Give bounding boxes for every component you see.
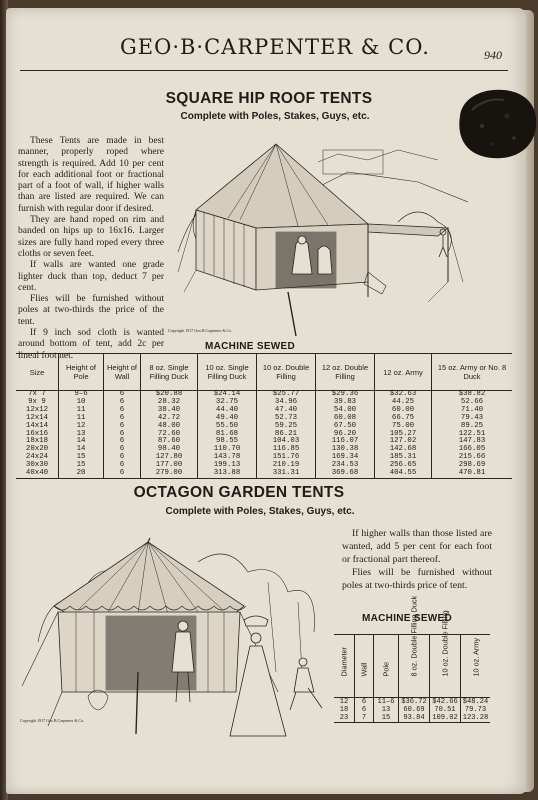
table-cell: 15 (59, 454, 104, 462)
table-cell: 151.76 (257, 454, 316, 462)
table-row (16, 399, 512, 407)
table-cell: 52.73 (257, 415, 316, 423)
section1-description (18, 136, 164, 362)
table-cell: 30x30 (25, 461, 49, 470)
table-cell: 116.85 (257, 446, 316, 454)
table-cell: $25.77 (257, 391, 316, 399)
table-row (16, 415, 512, 423)
table-row (16, 462, 512, 470)
table-cell: 147.83 (432, 438, 513, 446)
table-cell: 40x40 (16, 470, 59, 478)
table-row (16, 407, 512, 415)
table-cell: 470.81 (432, 470, 513, 478)
table-row (16, 454, 512, 462)
table-cell: 39.83 (316, 399, 375, 407)
table-cell: 331.31 (257, 470, 316, 478)
description-paragraph: If 9 inch sod cloth is wanted around bottom of tent, add 2c per lineal foot net. (18, 328, 164, 361)
table-row (16, 423, 512, 431)
table-cell: 81.68 (198, 431, 257, 439)
table-cell: 16x16 (25, 429, 49, 438)
table-row (334, 706, 490, 714)
table-cell: 14 (59, 438, 104, 446)
table-cell: 313.88 (198, 470, 257, 478)
table-row (16, 431, 512, 439)
table-cell: 199.13 (198, 462, 257, 470)
table-cell: 79.73 (461, 706, 491, 714)
table-cell: 6 (104, 431, 141, 439)
table-cell: 44.25 (375, 399, 432, 407)
table-cell: $29.36 (316, 391, 375, 399)
table-cell: 34.96 (257, 399, 316, 407)
section1-title: SQUARE HIP ROOF TENTS (165, 90, 373, 107)
table-cell: 6 (104, 462, 141, 470)
table-cell: 18x18 (25, 437, 49, 446)
col-header: Wall (355, 635, 374, 698)
table-header-row (334, 635, 490, 698)
description-paragraph: If higher walls than those listed are wanted, add 5 per cent for each foot or fractional part thereof. (342, 528, 492, 565)
table-cell: 143.78 (198, 454, 257, 462)
table-cell: 185.31 (375, 454, 432, 462)
table-cell: $42.66 (430, 698, 461, 707)
col-header: Height of Wall (104, 354, 141, 391)
description-paragraph: Flies will be furnished without poles at two-thirds the price of the tent. (18, 294, 164, 327)
table-cell: 12x14 (25, 413, 49, 422)
table-cell: 47.40 (257, 407, 316, 415)
table-cell: 52.66 (432, 399, 513, 407)
table-cell: 54.00 (316, 407, 375, 415)
table-cell: 6 (355, 698, 374, 707)
table-cell: 6 (104, 446, 141, 454)
table-cell: 6 (104, 399, 141, 407)
table-cell: 15 (59, 462, 104, 470)
description-paragraph: Flies will be furnished without poles at two-thirds price of tent. (342, 567, 492, 591)
firm-name: GEO·B·CARPENTER & CO. (120, 35, 430, 59)
description-paragraph: If walls are wanted one grade lighter duck than top, deduct 7 per cent. (18, 260, 164, 293)
table-cell: 11 (59, 407, 104, 415)
table-cell: 6 (104, 415, 141, 423)
table-cell: 93.84 (399, 714, 430, 723)
table-cell: 42.72 (141, 415, 198, 423)
section1-table-title: MACHINE SEWED (205, 341, 296, 352)
table-cell: 12 (59, 423, 104, 431)
table-cell: 28.32 (141, 399, 198, 407)
page-number: 940 (484, 48, 502, 62)
col-header: Height of Pole (59, 354, 104, 391)
table-cell: 24x24 (25, 453, 49, 462)
table-row (16, 446, 512, 454)
table-cell: 177.00 (141, 462, 198, 470)
table-cell: 15 (374, 714, 399, 723)
table-row (16, 438, 512, 446)
table-cell: 116.07 (316, 438, 375, 446)
table-cell: 110.70 (198, 446, 257, 454)
table-cell: 9–6 (59, 391, 104, 399)
table-cell: 70.51 (430, 706, 461, 714)
table-cell: 49.40 (198, 415, 257, 423)
table-cell: 86.21 (257, 431, 316, 439)
table-cell: 14 (59, 446, 104, 454)
table-cell: 66.75 (375, 415, 432, 423)
table-cell: 60.08 (316, 415, 375, 423)
table-row (16, 391, 512, 399)
table-cell: 122.51 (432, 431, 513, 439)
description-paragraph: These Tents are made in best manner, properly roped where strength is required. Add 10 per cent for each additional foot or fractional part of a foot of wall, if higher walls than are listed are required. We can furnish with regular door if desired. (18, 136, 164, 214)
section1-subtitle: Complete with Poles, Stakes, Guys, etc. (180, 111, 370, 122)
table-cell: 48.00 (141, 423, 198, 431)
table-cell: 6 (104, 438, 141, 446)
table-cell: 38.40 (141, 407, 198, 415)
col-header: 10 oz. Double Filling (430, 635, 461, 698)
col-header: 12 oz. Double Filling (316, 354, 375, 391)
col-header: 10 oz. Double Filling (257, 354, 316, 391)
table-row (334, 698, 490, 707)
table-cell: 6 (104, 454, 141, 462)
table-cell: 13 (374, 706, 399, 714)
table-cell: 234.53 (316, 462, 375, 470)
table-cell: 169.34 (316, 454, 375, 462)
square-hip-roof-tent-illustration (168, 132, 468, 338)
table-cell: 23 (334, 714, 355, 723)
table-cell: 215.66 (432, 454, 513, 462)
table-cell: 6 (104, 423, 141, 431)
table-cell: 256.65 (375, 462, 432, 470)
table-cell: 7x 7 (28, 390, 46, 398)
table-cell: 105.27 (375, 431, 432, 439)
table-cell: 298.69 (432, 462, 513, 470)
table-cell: $32.63 (375, 391, 432, 399)
table-cell: 98.55 (198, 438, 257, 446)
description-paragraph: They are hand roped on rim and banded on hips up to 16x16. Larger sizes are fully hand roped every three cloths or seven feet. (18, 215, 164, 259)
section2-description (342, 527, 492, 592)
table-cell: 11–6 (374, 698, 399, 707)
table-cell: $24.14 (198, 391, 257, 399)
section2-subtitle: Complete with Poles, Stakes, Guys, etc. (165, 506, 355, 517)
table-cell: 98.40 (141, 446, 198, 454)
table-cell: 79.43 (432, 415, 513, 423)
table-cell: 14x14 (25, 421, 49, 430)
col-header: 10 oz. Single Filling Duck (198, 354, 257, 391)
table-cell: 12 (339, 698, 349, 706)
table-cell: 279.00 (141, 470, 198, 478)
table-cell: $48.24 (461, 698, 491, 707)
table-cell: 166.05 (432, 446, 513, 454)
table-cell: 6 (104, 391, 141, 399)
square-tent-price-table (16, 353, 512, 479)
table-cell: 32.75 (198, 399, 257, 407)
table-cell: $20.88 (141, 391, 198, 399)
table-cell: 6 (355, 706, 374, 714)
table-cell: 89.25 (432, 423, 513, 431)
section2-title: OCTAGON GARDEN TENTS (133, 484, 345, 501)
col-header: 10 oz. Army (461, 635, 491, 698)
col-header: Size (16, 354, 59, 391)
table-cell: $38.82 (432, 391, 513, 399)
table-cell: 44.40 (198, 407, 257, 415)
table-cell: 12x12 (25, 405, 49, 414)
table-cell: 18 (339, 706, 349, 714)
table-cell: 404.55 (375, 470, 432, 478)
col-header: 15 oz. Army or No. 8 Duck (432, 354, 513, 391)
table-cell: 127.80 (141, 454, 198, 462)
table-cell: 6 (104, 407, 141, 415)
table-header-row (16, 354, 512, 391)
section2-table-title: MACHINE SEWED (362, 613, 453, 624)
table-cell: 130.38 (316, 446, 375, 454)
table-cell: 142.68 (375, 446, 432, 454)
table-cell: 13 (59, 431, 104, 439)
table-cell: 11 (59, 415, 104, 423)
col-header: 8 oz. Single Filling Duck (141, 354, 198, 391)
table-cell: 60.69 (399, 706, 430, 714)
table-cell: 60.00 (375, 407, 432, 415)
col-header: 12 oz. Army (375, 354, 432, 391)
octagon-garden-tent-illustration (18, 522, 334, 744)
table-cell: 55.50 (198, 423, 257, 431)
table-cell: 10 (59, 399, 104, 407)
table-cell: 7 (355, 714, 374, 723)
table-cell: 123.28 (461, 714, 491, 723)
table-cell: 71.40 (432, 407, 513, 415)
page-header (20, 30, 508, 71)
table-cell: 20 (59, 470, 104, 478)
table-row (334, 714, 490, 723)
illustration-caption: Copyright 1917 Geo.B.Carpenter & Co. (20, 718, 85, 723)
table-cell: 127.02 (375, 438, 432, 446)
table-cell: 96.20 (316, 431, 375, 439)
col-header: Diameter (334, 635, 355, 698)
table-cell: 104.03 (257, 438, 316, 446)
table-cell: $36.72 (399, 698, 430, 707)
table-cell: 20x20 (25, 445, 49, 454)
table-cell: 72.60 (141, 431, 198, 439)
table-cell: 9x 9 (28, 397, 46, 406)
table-cell: 210.19 (257, 462, 316, 470)
table-row (16, 470, 512, 478)
illustration-caption: Copyright 1917 Geo.B.Carpenter & Co. (168, 328, 233, 333)
table-cell: 369.68 (316, 470, 375, 478)
table-cell: 6 (104, 470, 141, 478)
col-header: Pole (374, 635, 399, 698)
table-cell: 67.50 (316, 423, 375, 431)
table-cell: 59.25 (257, 423, 316, 431)
table-cell: 75.00 (375, 423, 432, 431)
table-cell: 87.60 (141, 438, 198, 446)
col-header: 8 oz. Double Filling Duck (399, 635, 430, 698)
table-cell: 109.02 (430, 714, 461, 723)
